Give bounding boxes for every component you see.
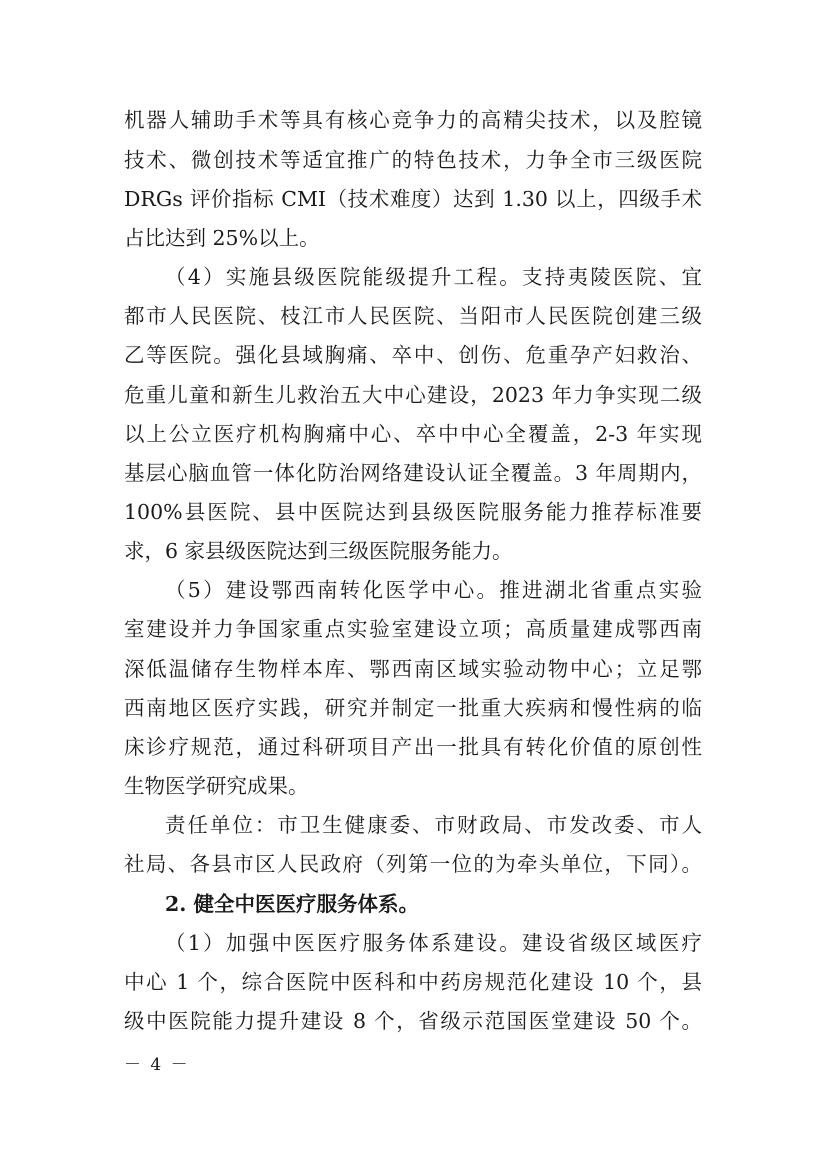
- text-line: 求，6 家县级医院达到三级医院服务能力。: [124, 539, 513, 563]
- text-line: 技术、微创技术等适宜推广的特色技术，力争全市三级医院: [124, 148, 702, 172]
- text-line: 级中医院能力提升建设 8 个，省级示范国医堂建设 50 个。: [124, 1009, 702, 1033]
- text-line: 生物医学研究成果。: [124, 774, 309, 798]
- text-line: 西南地区医疗实践，研究并制定一批重大疾病和慢性病的临: [124, 696, 702, 720]
- text-line: 深低温储存生物样本库、鄂西南区域实验动物中心；立足鄂: [124, 657, 702, 681]
- text-line: 100%县医院、县中医院达到县级医院服务能力推荐标准要: [124, 500, 702, 524]
- text-line: 危重儿童和新生儿救治五大中心建设，2023 年力争实现二级: [124, 383, 702, 407]
- text-line: 乙等医院。强化县域胸痛、卒中、创伤、危重孕产妇救治、: [124, 343, 702, 367]
- text-line: 床诊疗规范，通过科研项目产出一批具有转化价值的原创性: [124, 735, 702, 759]
- text-line: 社局、各县市区人民政府（列第一位的为牵头单位，下同）。: [124, 852, 702, 876]
- text-line: 以上公立医疗机构胸痛中心、卒中中心全覆盖，2-3 年实现: [124, 422, 702, 446]
- text-line: 室建设并力争国家重点实验室建设立项；高质量建成鄂西南: [124, 617, 702, 641]
- paragraph-heading-line: （1）加强中医医疗服务体系建设。建设省级区域医疗: [165, 931, 702, 955]
- text-line: 基层心脑血管一体化防治网络建设认证全覆盖。3 年周期内，: [124, 461, 702, 485]
- section-heading: 2. 健全中医医疗服务体系。: [165, 892, 420, 916]
- text-line: 中心 1 个，综合医院中医科和中药房规范化建设 10 个，县: [124, 970, 702, 994]
- text-line: 都市人民医院、枝江市人民医院、当阳市人民医院创建三级: [124, 304, 702, 328]
- text-line: DRGs 评价指标 CMI（技术难度）达到 1.30 以上，四级手术: [124, 187, 702, 211]
- paragraph-heading-line: （4）实施县级医院能级提升工程。支持夷陵医院、宜: [165, 265, 702, 289]
- text-line: 占比达到 25%以上。: [124, 226, 320, 250]
- text-line: 机器人辅助手术等具有核心竞争力的高精尖技术，以及腔镜: [124, 108, 702, 132]
- paragraph-heading-line: （5）建设鄂西南转化医学中心。推进湖北省重点实验: [165, 578, 702, 602]
- responsible-units-line: 责任单位：市卫生健康委、市财政局、市发改委、市人: [165, 813, 702, 837]
- page-number: － 4 －: [124, 1055, 190, 1075]
